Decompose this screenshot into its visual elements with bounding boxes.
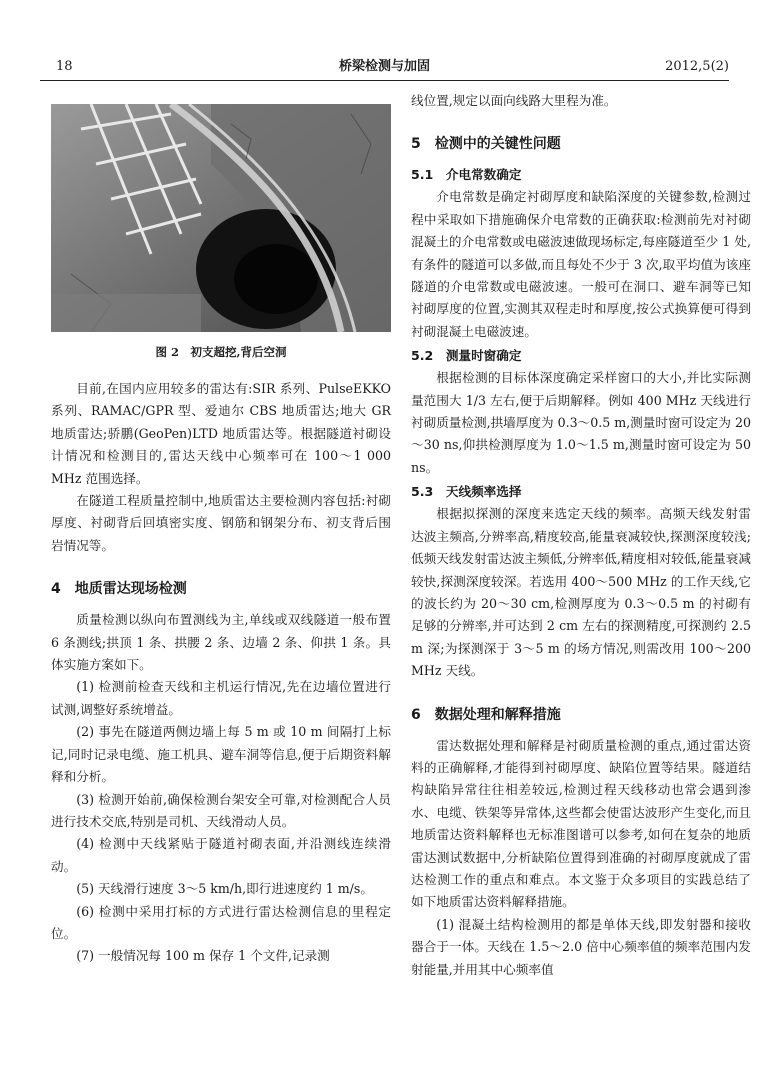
subsection-heading: 5.1 介电常数确定 [411, 167, 522, 183]
page-number: 18 [56, 59, 73, 74]
tunnel-photo-drawing [51, 104, 391, 332]
section-heading: 5 检测中的关键性问题 [411, 136, 561, 153]
subsection-heading: 5.2 测量时窗确定 [411, 348, 522, 364]
tunnel-photo [51, 104, 391, 332]
list-item: (1) 检测前检查天线和主机运行情况,先在边墙位置进行试测,调整好系统增益。 [51, 679, 391, 717]
paragraph: 根据检测的目标体深度确定采样窗口的大小,并比实际测量范围大 1/3 左右,便于后期解释。例如 400 MHz 天线进行衬砌质量检测,拱墙厚度为 0.3～0.5 m,测量时窗可设定为 20～30 ns,仰拱检测厚度为 1.0～1.5 m,测量时窗可设定为 50 ns。 [411, 370, 751, 475]
page-header [40, 58, 729, 76]
right-column [411, 90, 751, 981]
paragraph: 根据拟探测的深度来选定天线的频率。高频天线发射雷达波主频高,分辨率高,精度较高,能量衰减较快,探测深度较浅;低频天线发射雷达波主频低,分辨率低,精度相对较低,能量衰减较快,探测深度较深。若选用 400～500 MHz 的工作天线,它的波长约为 20～30 cm,检测厚度为 0.3～0.5 m 的衬砌有足够的分辨率,并可达到 2 cm 左右的探测精度,可探测约 2.5 m 深;为探测深于 3～5 m 的场方情况,则需改用 100～200 MHz 天线。 [411, 506, 751, 679]
paragraph: 在隧道工程质量控制中,地质雷达主要检测内容包括:衬砌厚度、衬砌背后回填密实度、钢筋和钢架分布、初支背后围岩情况等。 [51, 493, 391, 553]
paragraph: 雷达数据处理和解释是衬砌质量检测的重点,通过雷达资料的正确解释,才能得到衬砌厚度、缺陷位置等结果。隧道结构缺陷异常往往相差较远,检测过程天线移动也常会遇到渗水、电缆、铁架等异常体,这些都会使雷达波形产生变化,而且地质雷达资料解释也无标准图谱可以参考,如何在复杂的地质雷达测试数据中,分析缺陷位置得到准确的衬砌厚度就成了雷达检测工作的重点和难点。本文鉴于众多项目的实践总结了如下地质雷达资料解释措施。 [411, 737, 751, 910]
header-rule [40, 80, 729, 81]
paragraph: 目前,在国内应用较多的雷达有:SIR 系列、PulseEKKO 系列、RAMAC/GPR 型、爱迪尔 CBS 地质雷达;地大 GR 地质雷达;骄鹏(GeoPen)LTD 地质雷达等。根据隧道衬砌设计情况和检测目的,雷达天线中心频率可在 100～1 000 MHz 范围选择。 [51, 381, 391, 486]
paragraph: 质量检测以纵向布置测线为主,单线或双线隧道一般布置 6 条测线;拱顶 1 条、拱腰 2 条、边墙 2 条、仰拱 1 条。具体实施方案如下。 [51, 612, 391, 673]
paragraph: 介电常数是确定衬砌厚度和缺陷深度的关键参数,检测过程中采取如下措施确保介电常数的正确获取:检测前先对衬砌混凝土的介电常数或电磁波速做现场标定,每座隧道至少 1 处,有条件的隧道可以多做,而且每处不少于 3 次,取平均值为该座隧道的介电常数或电磁波速。一般可在洞口、避车洞等已知衬砌厚度的位置,实测其双程走时和厚度,按公式换算便可得到衬砌混凝土电磁波速。 [411, 189, 751, 339]
figure-caption: 图 2 初支超挖,背后空洞 [155, 345, 287, 359]
journal-title: 桥梁检测与加固 [338, 59, 430, 74]
list-item: (1) 混凝土结构检测用的都是单体天线,即发射器和接收器合于一体。天线在 1.5～2.0 倍中心频率值的频率范围内发射能量,并用其中心频率值 [411, 916, 751, 977]
issue-info: 2012,5(2) [665, 59, 729, 74]
list-item: (4) 检测中天线紧贴于隧道衬砌表面,并沿测线连续滑动。 [51, 836, 391, 874]
list-item: (6) 检测中采用打标的方式进行雷达检测信息的里程定位。 [51, 903, 391, 941]
list-item: (3) 检测开始前,确保检测台架安全可靠,对检测配合人员进行技术交底,特别是司机、天线滑动人员。 [51, 791, 391, 829]
left-column [51, 90, 391, 968]
list-item: (5) 天线滑行速度 3～5 km/h,即行进速度约 1 m/s。 [76, 881, 373, 897]
list-item: (7) 一般情况每 100 m 保存 1 个文件,记录测 [76, 948, 330, 964]
section-heading: 6 数据处理和解释措施 [411, 706, 561, 723]
section-heading: 4 地质雷达现场检测 [51, 581, 187, 598]
subsection-heading: 5.3 天线频率选择 [411, 484, 522, 500]
list-item: (2) 事先在隧道两侧边墙上每 5 m 或 10 m 间隔打上标记,同时记录电缆、施工机具、避车洞等信息,便于后期资料解释和分析。 [51, 724, 391, 785]
paragraph-continuation: 线位置,规定以面向线路大里程为准。 [411, 93, 617, 108]
